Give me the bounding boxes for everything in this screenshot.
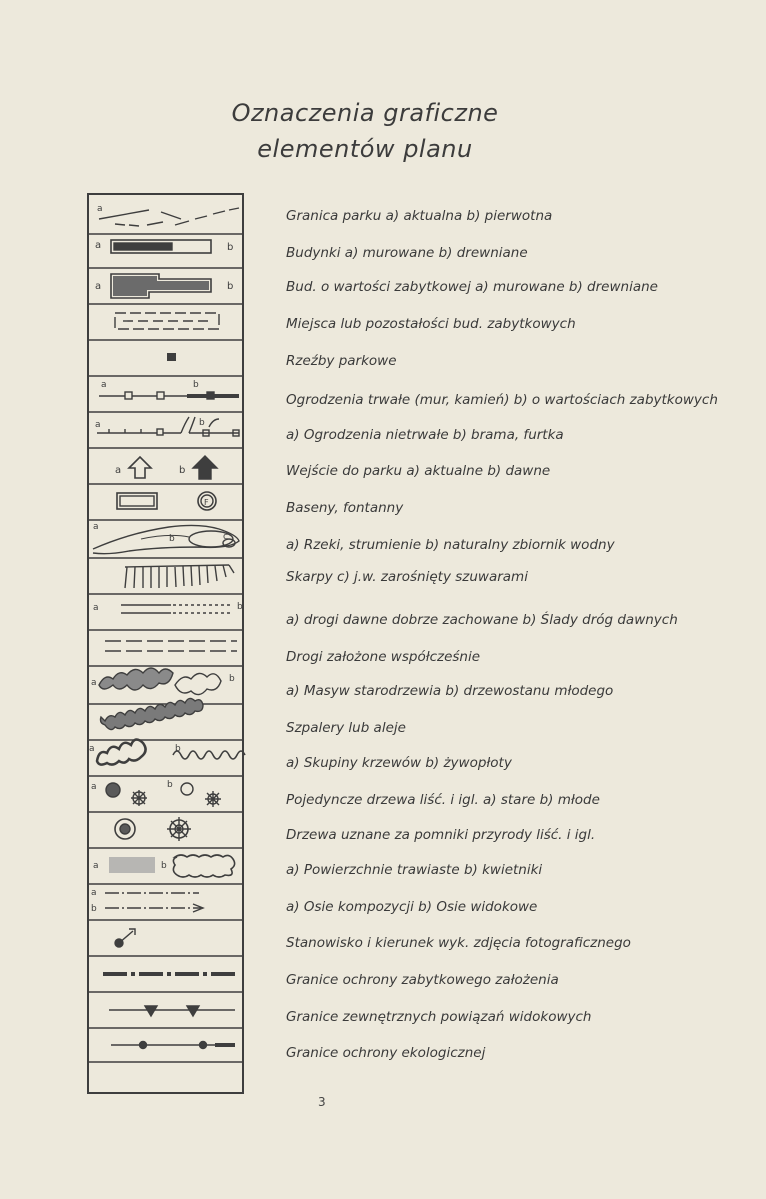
symbol-durable-fence	[99, 380, 239, 399]
symbol-natural-monument-trees	[115, 817, 191, 841]
legend-label-16: a) Skupiny krzewów b) żywopłoty	[286, 755, 512, 771]
svg-text:b: b	[169, 534, 175, 544]
svg-text:b: b	[91, 904, 97, 914]
symbol-building-remains	[115, 313, 219, 329]
legend-label-3: Bud. o wartości zabytkowej a) murowane b) drewniane	[286, 279, 658, 295]
legend-label-18: Drzewa uznane za pomniki przyrody liść. i igl.	[286, 827, 596, 843]
symbol-historic-buildings	[95, 274, 233, 298]
svg-text:a: a	[91, 678, 97, 688]
legend-label-13: Drogi założone współcześnie	[286, 649, 481, 665]
legend-label-4: Miejsca lub pozostałości bud. zabytkowych	[286, 316, 576, 332]
symbol-temporary-fence	[95, 417, 239, 436]
page-number: 3	[318, 1095, 326, 1109]
svg-text:a: a	[97, 204, 103, 214]
symbol-tree-massif	[91, 668, 235, 695]
page-title	[200, 95, 530, 167]
svg-text:b: b	[199, 418, 205, 428]
symbol-modern-roads	[105, 641, 237, 651]
symbol-shrubs-hedges	[89, 739, 245, 764]
svg-text:b: b	[237, 602, 243, 612]
svg-text:F: F	[204, 498, 209, 507]
symbol-escarpment	[125, 565, 234, 588]
symbol-alleys	[101, 698, 204, 729]
symbol-pool-fountain	[117, 492, 216, 510]
title-line-2: elementów planu	[257, 135, 473, 163]
svg-text:a: a	[93, 603, 99, 613]
svg-text:a: a	[89, 744, 95, 754]
legend-label-23: Granice zewnętrznych powiązań widokowych	[286, 1009, 592, 1025]
legend-label-22: Granice ochrony zabytkowego założenia	[286, 972, 559, 988]
symbol-lawns-flowerbeds	[93, 855, 235, 877]
symbol-river-stream	[93, 522, 239, 554]
symbol-old-roads	[93, 602, 243, 613]
symbol-buildings	[95, 240, 233, 253]
legend-label-8: Wejście do parku a) aktualne b) dawne	[286, 463, 551, 479]
svg-text:a: a	[95, 420, 101, 430]
legend-symbols-column	[87, 193, 244, 1094]
title-line-1: Oznaczenia graficzne	[231, 99, 499, 127]
svg-text:a: a	[101, 380, 107, 390]
svg-text:b: b	[167, 780, 173, 790]
legend-label-5: Rzeźby parkowe	[286, 353, 397, 369]
legend-label-9: Baseny, fontanny	[286, 500, 404, 516]
legend-label-11: Skarpy c) j.w. zarośnięty szuwarami	[286, 569, 528, 585]
symbol-single-trees	[91, 780, 221, 807]
legend-label-12: a) drogi dawne dobrze zachowane b) Ślady dróg dawnych	[286, 612, 678, 628]
symbol-park-entrance	[115, 456, 217, 479]
svg-text:b: b	[193, 380, 199, 390]
symbol-visual-links-boundary	[109, 1006, 235, 1016]
symbol-sculpture	[167, 353, 176, 361]
svg-text:a: a	[93, 522, 99, 532]
symbol-park-boundary	[97, 204, 239, 226]
svg-text:b: b	[229, 674, 235, 684]
legend-symbols-svg	[89, 195, 242, 1092]
svg-text:b: b	[161, 861, 167, 871]
symbol-composition-axes	[91, 888, 203, 914]
legend-label-2: Budynki a) murowane b) drewniane	[286, 245, 528, 261]
legend-label-10: a) Rzeki, strumienie b) naturalny zbiornik wodny	[286, 537, 615, 553]
legend-label-17: Pojedyncze drzewa liść. i igl. a) stare b) młode	[286, 792, 600, 808]
legend-label-21: Stanowisko i kierunek wyk. zdjęcia fotograficznego	[286, 935, 631, 951]
legend-label-15: Szpalery lub aleje	[286, 720, 406, 736]
legend-label-24: Granice ochrony ekologicznej	[286, 1045, 486, 1061]
legend-label-6: Ogrodzenia trwałe (mur, kamień) b) o wartościach zabytkowych	[286, 392, 718, 408]
svg-text:a: a	[115, 465, 122, 476]
symbol-photo-station	[115, 929, 135, 947]
svg-text:b: b	[227, 281, 234, 292]
svg-text:a: a	[91, 888, 97, 898]
svg-text:a: a	[95, 240, 102, 251]
svg-text:b: b	[179, 465, 186, 476]
svg-text:c: c	[223, 532, 228, 542]
legend-label-14: a) Masyw starodrzewia b) drzewostanu młodego	[286, 683, 614, 699]
legend-label-7: a) Ogrodzenia nietrwałe b) brama, furtka	[286, 427, 564, 443]
svg-text:a: a	[93, 861, 99, 871]
legend-label-19: a) Powierzchnie trawiaste b) kwietniki	[286, 862, 543, 878]
svg-text:b: b	[175, 744, 181, 754]
svg-text:a: a	[91, 782, 97, 792]
legend-label-1: Granica parku a) aktualna b) pierwotna	[286, 208, 553, 224]
legend-label-20: a) Osie kompozycji b) Osie widokowe	[286, 899, 538, 915]
symbol-ecological-protection-boundary	[111, 1042, 235, 1049]
legend-row-separators	[89, 234, 242, 1062]
svg-text:a: a	[95, 281, 102, 292]
svg-text:b: b	[227, 242, 234, 253]
